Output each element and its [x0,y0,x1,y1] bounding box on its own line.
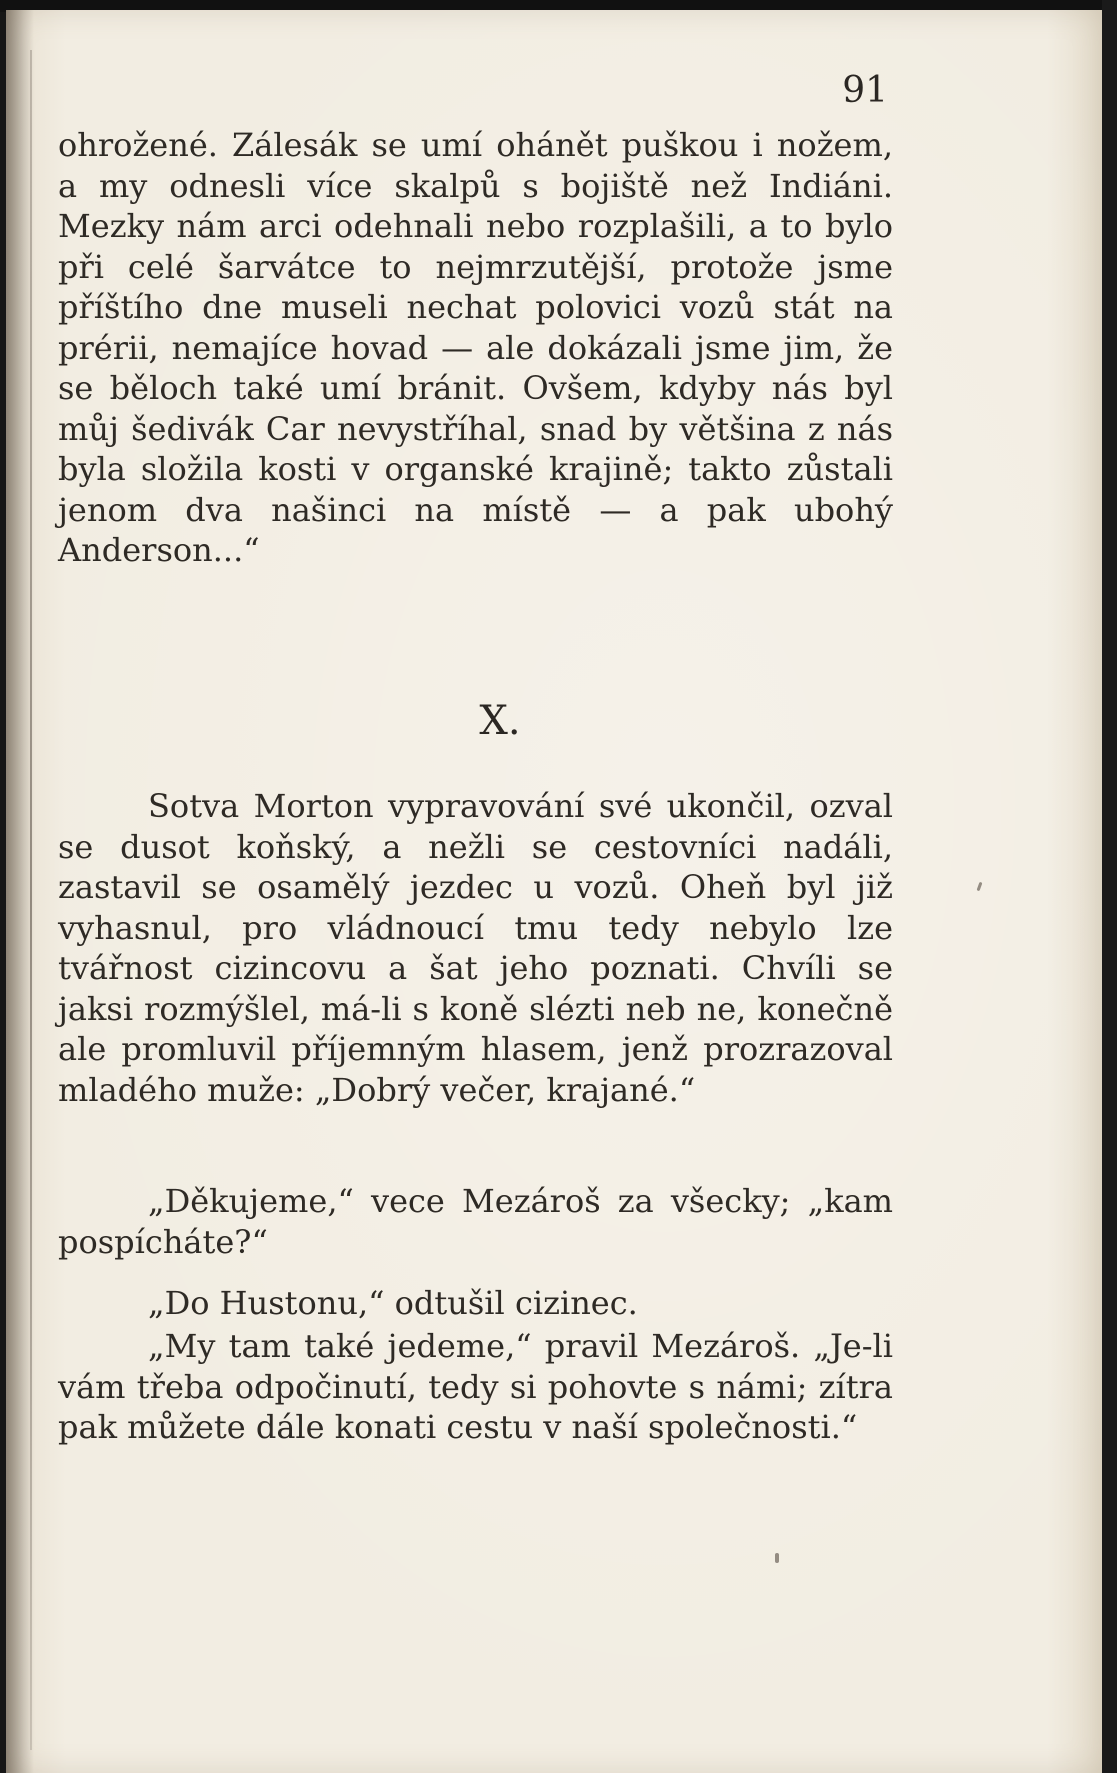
paragraph-3: „Do Hustonu,“ odtušil cizinec. [148,1284,638,1322]
paragraph-1: Sotva Morton vypravování své ukončil, ozval se dusot koňský, a nežli se cestovníci nadáli, zastavil se osamělý jezdec u vozů. Oheň byl již vyhasnul, pro vládnoucí tmu tedy nebylo lze tvářnost cizincovu a šat jeho poznati. Chvíli se jaksi rozmýšlel, má-li s koně slézti neb ne, konečně ale promluvil příjemným hlasem, jenž prozrazoval mladého muže: „Dobrý večer, krajané.“ [58,787,893,1109]
continuation-paragraph: ohrožené. Zálesák se umí ohánět puškou i nožem, a my odnesli více skalpů s bojiště než Indiáni. Mezky nám arci odehnali nebo rozplašili, a to bylo při celé šarvátce to nejmrzutější, protože jsme příštího dne museli nechat polovici vozů stát na prérii, nemajíce hovad — ale dokázali jsme jim, že se běloch také umí bránit. Ovšem, kdyby nás byl můj šedivák Car nevystříhal, snad by většina z nás byla složila kosti v organské krajině; takto zůstali jenom dva našinci na místě — a pak ubohý Anderson...“ [58,126,893,569]
page-number: 91 [842,70,888,111]
gutter-line [30,50,32,1750]
scan-right-border [1102,0,1117,1773]
paragraph-4: „My tam také jedeme,“ pravil Mezároš. „Je-li vám třeba odpočinutí, tedy si pohovte s námi; zítra pak můžete dále konati cestu v naší společnosti.“ [58,1327,893,1446]
paper-speck [775,1553,779,1563]
chapter-heading: X. [479,698,521,744]
paragraph-2: „Děkujeme,“ vece Mezároš za všecky; „kam pospícháte?“ [58,1182,893,1261]
